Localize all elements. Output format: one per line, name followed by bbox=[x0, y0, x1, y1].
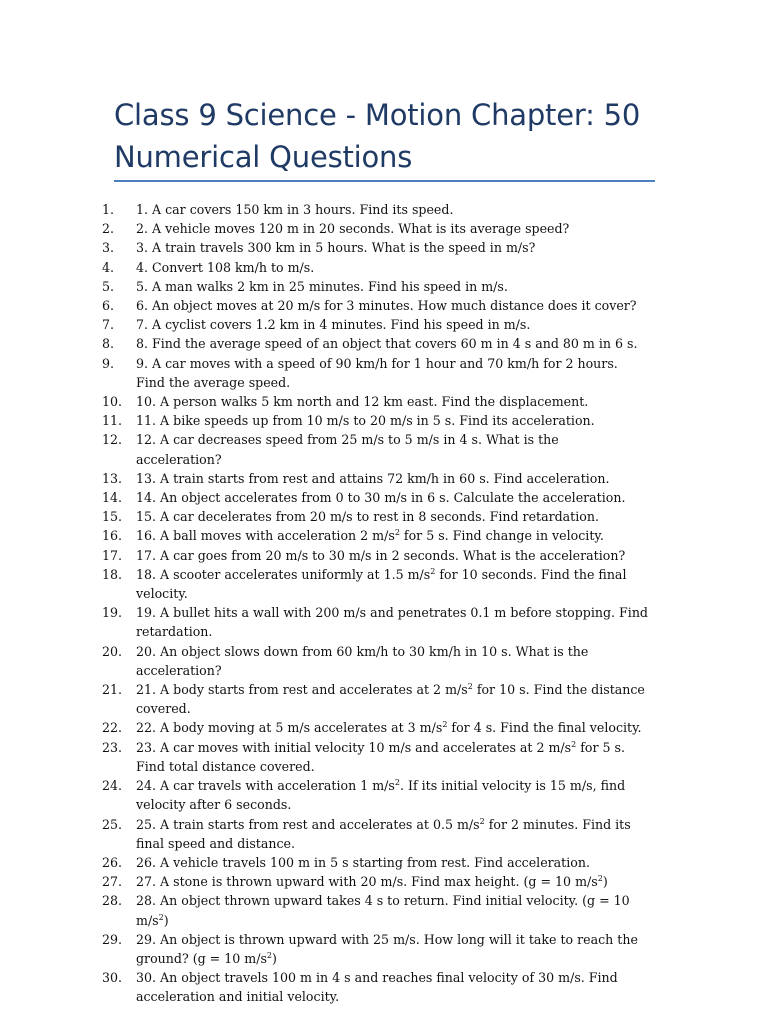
question-number: 13. bbox=[102, 470, 123, 486]
question-text: 6. An object moves at 20 m/s for 3 minutes. How much distance does it cover? bbox=[136, 298, 637, 314]
question-item bbox=[102, 238, 654, 257]
question-text: 7. A cyclist covers 1.2 km in 4 minutes. Find his speed in m/s. bbox=[136, 317, 531, 333]
question-item bbox=[102, 354, 654, 392]
title-underline bbox=[114, 180, 655, 182]
question-number: 27. bbox=[102, 874, 123, 890]
question-number: 20. bbox=[102, 643, 123, 659]
question-item bbox=[102, 334, 654, 353]
question-number: 29. bbox=[102, 931, 123, 947]
question-item bbox=[102, 258, 654, 277]
question-number: 8. bbox=[102, 336, 115, 352]
question-text: 16. A ball moves with acceleration 2 $m/s^2$ for 5 s. Find change in velocity. bbox=[136, 528, 604, 544]
question-text: 12. A car decreases speed from 25 m/s to 5 m/s in 4 s. What is the acceleration? bbox=[136, 432, 559, 467]
question-item bbox=[102, 469, 654, 488]
question-text: 4. Convert 108 km/h to m/s. bbox=[136, 259, 315, 275]
question-number: 3. bbox=[102, 240, 115, 256]
question-text: 15. A car decelerates from 20 m/s to rest in 8 seconds. Find retardation. bbox=[136, 509, 599, 525]
question-item bbox=[102, 430, 654, 468]
question-number: 4. bbox=[102, 259, 115, 275]
question-text: 23. A car moves with initial velocity 10 m/s and accelerates at 2 $m/s^2$ for 5 s. Find total distance covered. bbox=[136, 739, 626, 774]
question-number: 25. bbox=[102, 816, 123, 832]
question-text: 25. A train starts from rest and accelerates at 0.5 $m/s^2$ for 2 minutes. Find its final speed and distance. bbox=[136, 816, 631, 851]
question-item bbox=[102, 219, 654, 238]
question-item bbox=[102, 200, 654, 219]
question-text: 17. A car goes from 20 m/s to 30 m/s in 2 seconds. What is the acceleration? bbox=[136, 547, 626, 563]
question-text: 8. Find the average speed of an object that covers 60 m in 4 s and 80 m in 6 s. bbox=[136, 336, 638, 352]
question-number: 6. bbox=[102, 298, 115, 314]
question-number: 1. bbox=[102, 202, 115, 217]
question-item bbox=[102, 930, 654, 968]
question-text: 26. A vehicle travels 100 m in 5 s starting from rest. Find acceleration. bbox=[136, 854, 590, 870]
question-item bbox=[102, 776, 654, 814]
question-item bbox=[102, 738, 654, 776]
question-item bbox=[102, 968, 654, 1006]
question-number: 2. bbox=[102, 221, 115, 237]
question-item bbox=[102, 718, 654, 737]
question-text: 27. A stone is thrown upward with 20 m/s. Find max height. (g = 10 $m/s^2$) bbox=[136, 874, 608, 890]
question-text: 30. An object travels 100 m in 4 s and reaches final velocity of 30 m/s. Find acceleration and initial velocity. bbox=[136, 970, 618, 1005]
question-item bbox=[102, 872, 654, 891]
question-number: 28. bbox=[102, 893, 123, 909]
question-number: 23. bbox=[102, 739, 123, 755]
question-number: 22. bbox=[102, 720, 123, 736]
question-item bbox=[102, 853, 654, 872]
question-text: 3. A train travels 300 km in 5 hours. What is the speed in m/s? bbox=[136, 240, 536, 256]
question-item bbox=[102, 392, 654, 411]
question-text: 29. An object is thrown upward with 25 m/s. How long will it take to reach the ground? (g = 10 $m/s^2$) bbox=[136, 931, 638, 966]
question-text: 2. A vehicle moves 120 m in 20 seconds. What is its average speed? bbox=[136, 221, 570, 237]
question-list bbox=[102, 200, 654, 1007]
question-text: 10. A person walks 5 km north and 12 km east. Find the displacement. bbox=[136, 394, 589, 410]
question-text: 19. A bullet hits a wall with 200 m/s and penetrates 0.1 m before stopping. Find retardation. bbox=[136, 605, 648, 640]
question-number: 14. bbox=[102, 490, 123, 506]
question-item bbox=[102, 526, 654, 545]
question-number: 19. bbox=[102, 605, 123, 621]
question-number: 18. bbox=[102, 566, 123, 582]
question-number: 24. bbox=[102, 778, 123, 794]
question-text: 14. An object accelerates from 0 to 30 m/s in 6 s. Calculate the acceleration. bbox=[136, 490, 626, 506]
question-number: 10. bbox=[102, 394, 123, 410]
question-item bbox=[102, 603, 654, 641]
question-number: 12. bbox=[102, 432, 123, 448]
question-item bbox=[102, 296, 654, 315]
question-item bbox=[102, 488, 654, 507]
question-item bbox=[102, 680, 654, 718]
question-number: 26. bbox=[102, 854, 123, 870]
question-item bbox=[102, 546, 654, 565]
question-text: 1. A car covers 150 km in 3 hours. Find its speed. bbox=[136, 202, 454, 217]
question-number: 21. bbox=[102, 682, 123, 698]
question-text: 22. A body moving at 5 m/s accelerates at 3 $m/s^2$ for 4 s. Find the final velocity. bbox=[136, 720, 642, 736]
question-number: 15. bbox=[102, 509, 123, 525]
question-text: 21. A body starts from rest and accelerates at 2 $m/s^2$ for 10 s. Find the distance covered. bbox=[136, 682, 645, 717]
question-number: 30. bbox=[102, 970, 123, 986]
question-number: 7. bbox=[102, 317, 115, 333]
question-number: 5. bbox=[102, 278, 115, 294]
question-text: 9. A car moves with a speed of 90 km/h for 1 hour and 70 km/h for 2 hours. Find the average speed. bbox=[136, 355, 618, 390]
question-number: 11. bbox=[102, 413, 123, 429]
question-text: 18. A scooter accelerates uniformly at 1.5 $m/s^2$ for 10 seconds. Find the final velocity. bbox=[136, 566, 627, 602]
question-item bbox=[102, 315, 654, 334]
document-title: Class 9 Science - Motion Chapter: 50 Numerical Questions bbox=[114, 98, 641, 174]
question-item bbox=[102, 815, 654, 853]
question-number: 9. bbox=[102, 355, 115, 371]
question-item bbox=[102, 642, 654, 680]
question-text: 24. A car travels with acceleration 1 $m/s^2$. If its initial velocity is 15 m/s, find velocity after 6 seconds. bbox=[136, 778, 626, 813]
question-item bbox=[102, 507, 654, 526]
question-text: 20. An object slows down from 60 km/h to 30 km/h in 10 s. What is the acceleration? bbox=[136, 643, 589, 678]
question-text: 5. A man walks 2 km in 25 minutes. Find his speed in m/s. bbox=[136, 278, 508, 294]
question-item bbox=[102, 565, 654, 603]
question-text: 28. An object thrown upward takes 4 s to return. Find initial velocity. (g = 10 $m/s^2$) bbox=[136, 893, 630, 928]
question-item bbox=[102, 411, 654, 430]
question-number: 16. bbox=[102, 528, 123, 544]
question-text: 11. A bike speeds up from 10 m/s to 20 m/s in 5 s. Find its acceleration. bbox=[136, 413, 595, 429]
question-item bbox=[102, 277, 654, 296]
question-item bbox=[102, 891, 654, 929]
question-text: 13. A train starts from rest and attains 72 km/h in 60 s. Find acceleration. bbox=[136, 470, 610, 486]
question-number: 17. bbox=[102, 547, 123, 563]
